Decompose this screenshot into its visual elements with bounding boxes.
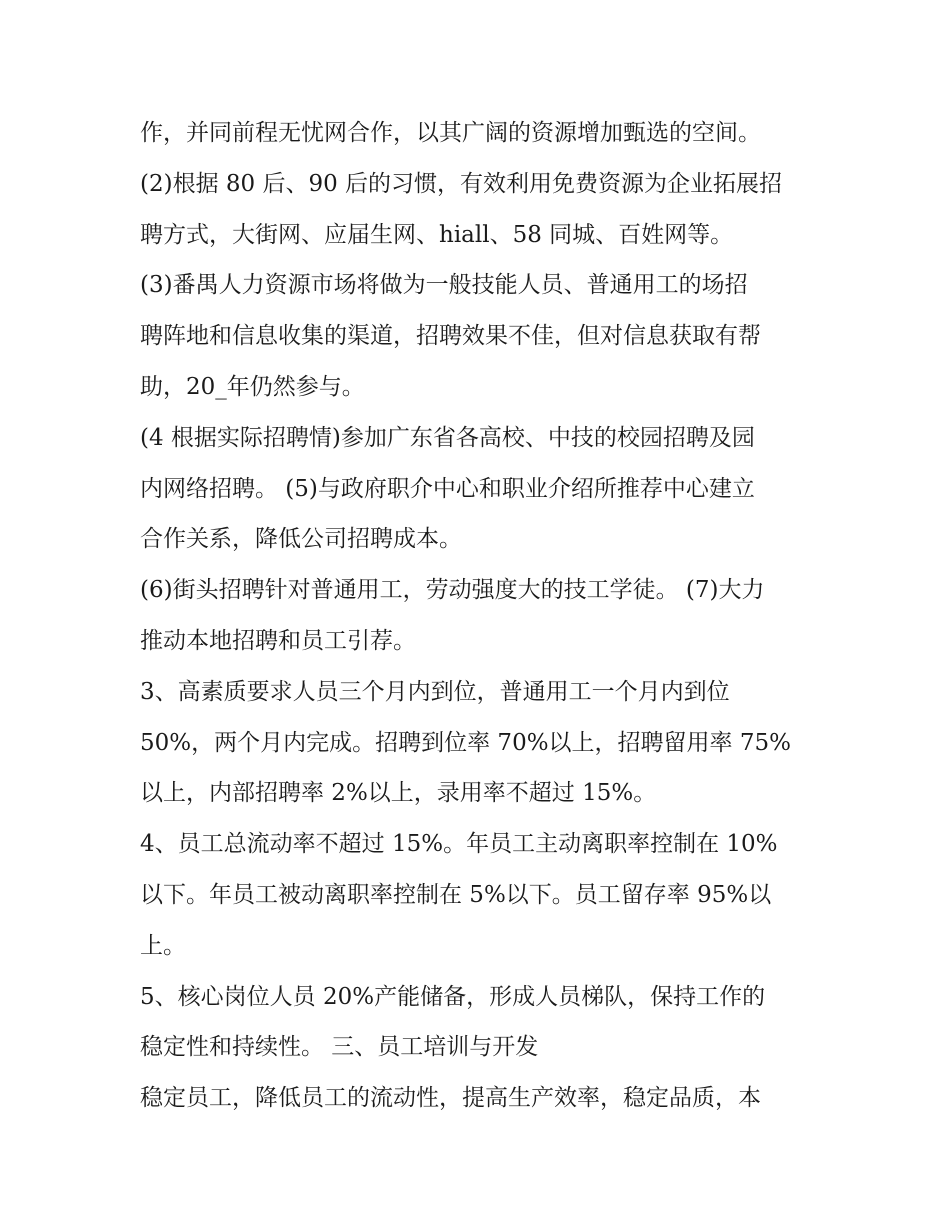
text-line: 稳定性和持续性。 三、员工培训与开发 [140, 1034, 539, 1061]
text-line: 稳定员工，降低员工的流动性，提高生产效率，稳定品质，本 [140, 1085, 761, 1112]
text-line: (4 根据实际招聘情)参加广东省各高校、中技的校园招聘及园 [140, 424, 755, 451]
document-body [140, 108, 830, 1124]
text-line: 助，20_年仍然参与。 [140, 373, 365, 400]
text-line: 聘方式，大街网、应届生网、hiall、58 同城、百姓网等。 [140, 221, 734, 248]
text-line: (2)根据 80 后、90 后的习惯，有效利用免费资源为企业拓展招 [140, 170, 783, 197]
text-line: 推动本地招聘和员工引荐。 [140, 627, 416, 654]
text-line: 内网络招聘。 (5)与政府职介中心和职业介绍所推荐中心建立 [140, 475, 755, 502]
text-line: 3、高素质要求人员三个月内到位，普通用工一个月内到位 [140, 678, 730, 705]
text-line: 50%，两个月内完成。招聘到位率 70%以上，招聘留用率 75% [140, 729, 791, 756]
text-line: 作，并同前程无忧网合作，以其广阔的资源增加甄选的空间。 [140, 120, 761, 146]
text-line: (6)街头招聘针对普通用工，劳动强度大的技工学徒。 (7)大力 [140, 577, 765, 604]
text-line: 聘阵地和信息收集的渠道，招聘效果不佳，但对信息获取有帮 [140, 323, 761, 350]
text-line: 上。 [140, 932, 186, 959]
text-line: (3)番禺人力资源市场将做为一般技能人员、普通用工的场招 [140, 272, 748, 299]
text-line: 以下。年员工被动离职率控制在 5%以下。员工留存率 95%以 [140, 881, 772, 908]
text-line: 合作关系，降低公司招聘成本。 [140, 526, 462, 553]
text-line: 以上，内部招聘率 2%以上，录用率不超过 15%。 [140, 780, 657, 807]
text-line: 4、员工总流动率不超过 15%。年员工主动离职率控制在 10% [140, 831, 778, 858]
text-line: 5、核心岗位人员 20%产能储备，形成人员梯队，保持工作的 [140, 983, 766, 1010]
